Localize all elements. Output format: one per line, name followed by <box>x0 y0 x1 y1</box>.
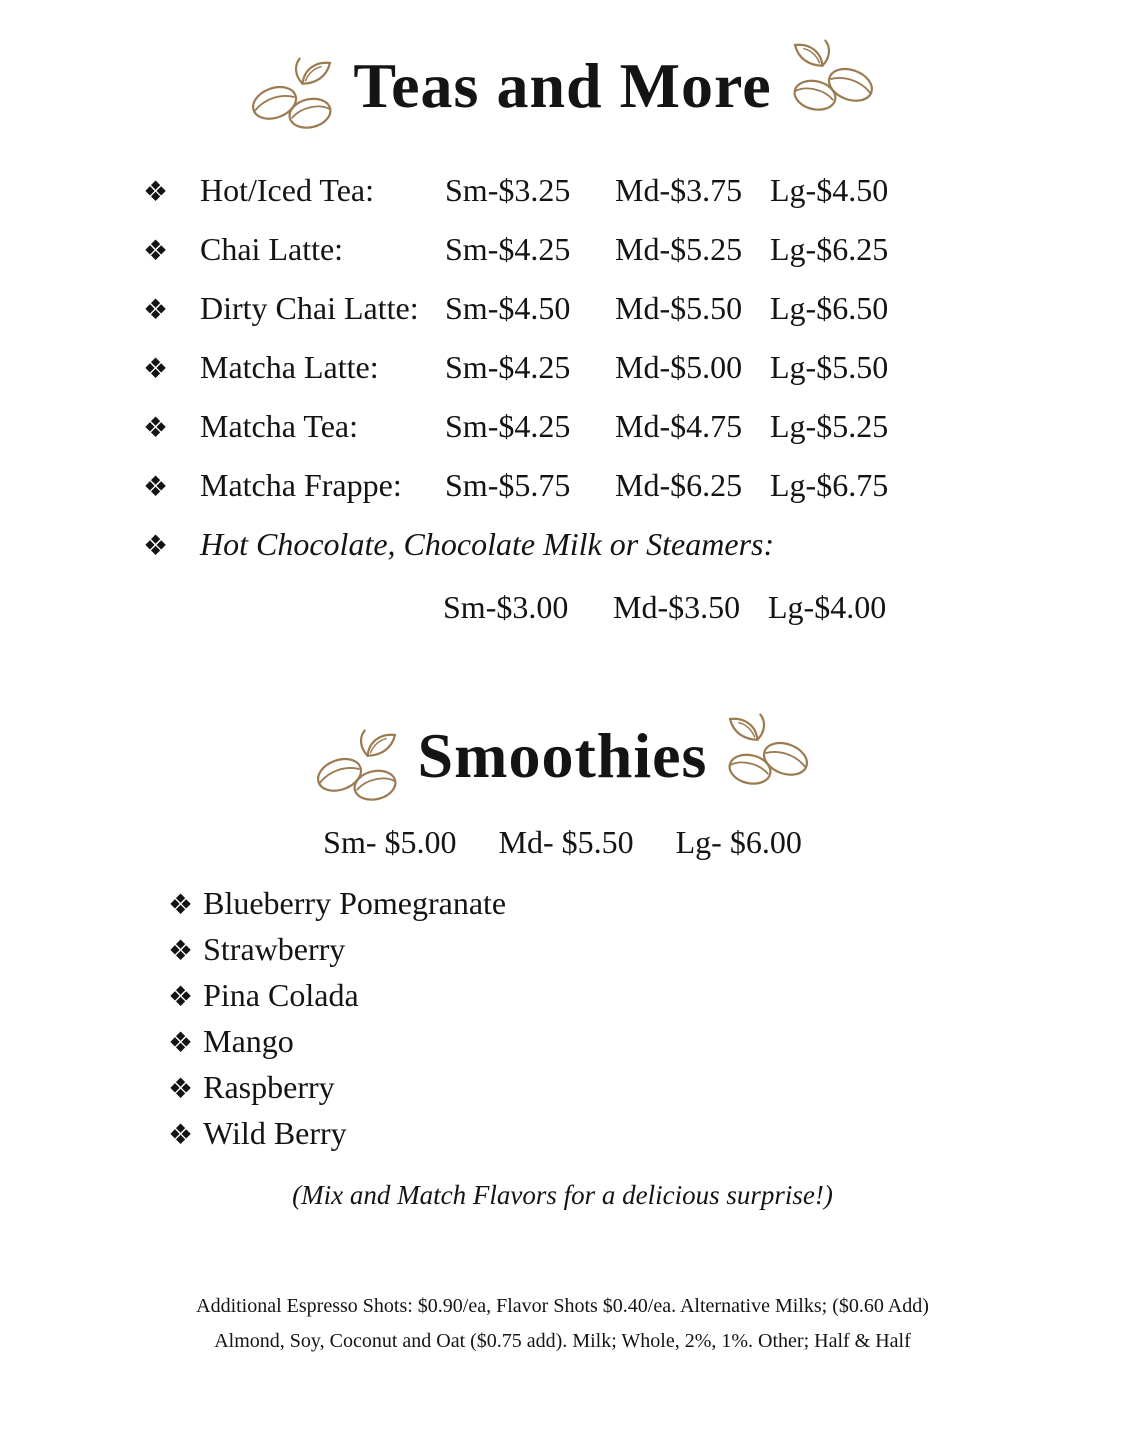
smoothie-flavor-list <box>168 885 1125 1152</box>
special-item-prices <box>143 589 1125 626</box>
diamond-bullet-icon: ❖ <box>168 936 194 967</box>
price-large: Lg-$6.25 <box>770 231 889 267</box>
price-large: Lg-$5.50 <box>770 349 889 385</box>
diamond-bullet-icon: ❖ <box>143 472 169 503</box>
flavor-name: Strawberry <box>203 931 346 967</box>
teas-section-title: Teas and More <box>353 50 772 121</box>
item-name: Chai Latte: <box>200 231 344 267</box>
item-name: Hot Chocolate, Chocolate Milk or Steamers: <box>200 526 775 562</box>
price-large: Lg- $6.00 <box>675 824 802 860</box>
price-small: Sm-$3.25 <box>445 172 571 208</box>
price-large: Lg-$5.25 <box>770 408 889 444</box>
price-large: Lg-$6.50 <box>770 290 889 326</box>
smoothies-title-row <box>0 718 1125 794</box>
diamond-bullet-icon: ❖ <box>168 982 194 1013</box>
item-name: Hot/Iced Tea: <box>200 172 374 208</box>
diamond-bullet-icon: ❖ <box>168 1074 194 1105</box>
price-small: Sm-$3.00 <box>443 589 569 625</box>
item-name: Matcha Frappe: <box>200 467 402 503</box>
coffee-beans-icon <box>719 712 815 788</box>
smoothie-price-line <box>0 824 1125 861</box>
price-small: Sm-$4.25 <box>445 231 571 267</box>
diamond-bullet-icon: ❖ <box>143 295 169 326</box>
menu-item-row <box>143 349 1125 386</box>
coffee-beans-icon <box>784 38 880 114</box>
flavor-item <box>168 1069 1125 1106</box>
flavor-item <box>168 885 1125 922</box>
diamond-bullet-icon: ❖ <box>168 1028 194 1059</box>
price-medium: Md-$5.00 <box>615 349 743 385</box>
flavor-item <box>168 977 1125 1014</box>
menu-item-row <box>143 408 1125 445</box>
price-medium: Md-$5.25 <box>615 231 743 267</box>
flavor-name: Wild Berry <box>203 1115 347 1151</box>
flavor-item <box>168 931 1125 968</box>
price-small: Sm- $5.00 <box>323 824 457 860</box>
diamond-bullet-icon: ❖ <box>143 531 169 562</box>
price-small: Sm-$4.25 <box>445 408 571 444</box>
diamond-bullet-icon: ❖ <box>143 413 169 444</box>
price-large: Lg-$6.75 <box>770 467 889 503</box>
price-small: Sm-$4.25 <box>445 349 571 385</box>
price-small: Sm-$4.50 <box>445 290 571 326</box>
price-small: Sm-$5.75 <box>445 467 571 503</box>
diamond-bullet-icon: ❖ <box>143 354 169 385</box>
flavor-name: Pina Colada <box>203 977 359 1013</box>
flavor-name: Blueberry Pomegranate <box>203 885 507 921</box>
flavor-name: Raspberry <box>203 1069 335 1105</box>
menu-item-row <box>143 290 1125 327</box>
price-medium: Md- $5.50 <box>498 824 634 860</box>
flavor-name: Mango <box>203 1023 294 1059</box>
flavor-item <box>168 1023 1125 1060</box>
mix-and-match-note: (Mix and Match Flavors for a delicious surprise!) <box>292 1180 833 1210</box>
teas-price-list <box>143 172 1125 626</box>
menu-item-row <box>143 172 1125 209</box>
smoothies-section-title: Smoothies <box>417 720 708 791</box>
diamond-bullet-icon: ❖ <box>168 1120 194 1151</box>
diamond-bullet-icon: ❖ <box>143 177 169 208</box>
coffee-beans-icon <box>310 728 406 804</box>
price-medium: Md-$3.50 <box>613 589 741 625</box>
teas-title-row <box>0 48 1125 124</box>
additions-footer-note: Additional Espresso Shots: $0.90/ea, Flavor Shots $0.40/ea. Alternative Milks; ($0.60 Add) Almond, Soy, Coconut and Oat ($0.75 add). Milk; Whole, 2%, 1%. Other; Half & Half <box>196 1295 929 1352</box>
item-name: Dirty Chai Latte: <box>200 290 419 326</box>
price-medium: Md-$4.75 <box>615 408 743 444</box>
item-name: Matcha Latte: <box>200 349 379 385</box>
flavor-item <box>168 1115 1125 1152</box>
item-name: Matcha Tea: <box>200 408 358 444</box>
menu-item-row-special <box>143 526 1125 563</box>
price-medium: Md-$6.25 <box>615 467 743 503</box>
coffee-beans-icon <box>245 56 341 132</box>
price-large: Lg-$4.50 <box>770 172 889 208</box>
price-medium: Md-$5.50 <box>615 290 743 326</box>
menu-item-row <box>143 231 1125 268</box>
price-large: Lg-$4.00 <box>768 589 887 625</box>
diamond-bullet-icon: ❖ <box>143 236 169 267</box>
diamond-bullet-icon: ❖ <box>168 890 194 921</box>
price-medium: Md-$3.75 <box>615 172 743 208</box>
menu-item-row <box>143 467 1125 504</box>
